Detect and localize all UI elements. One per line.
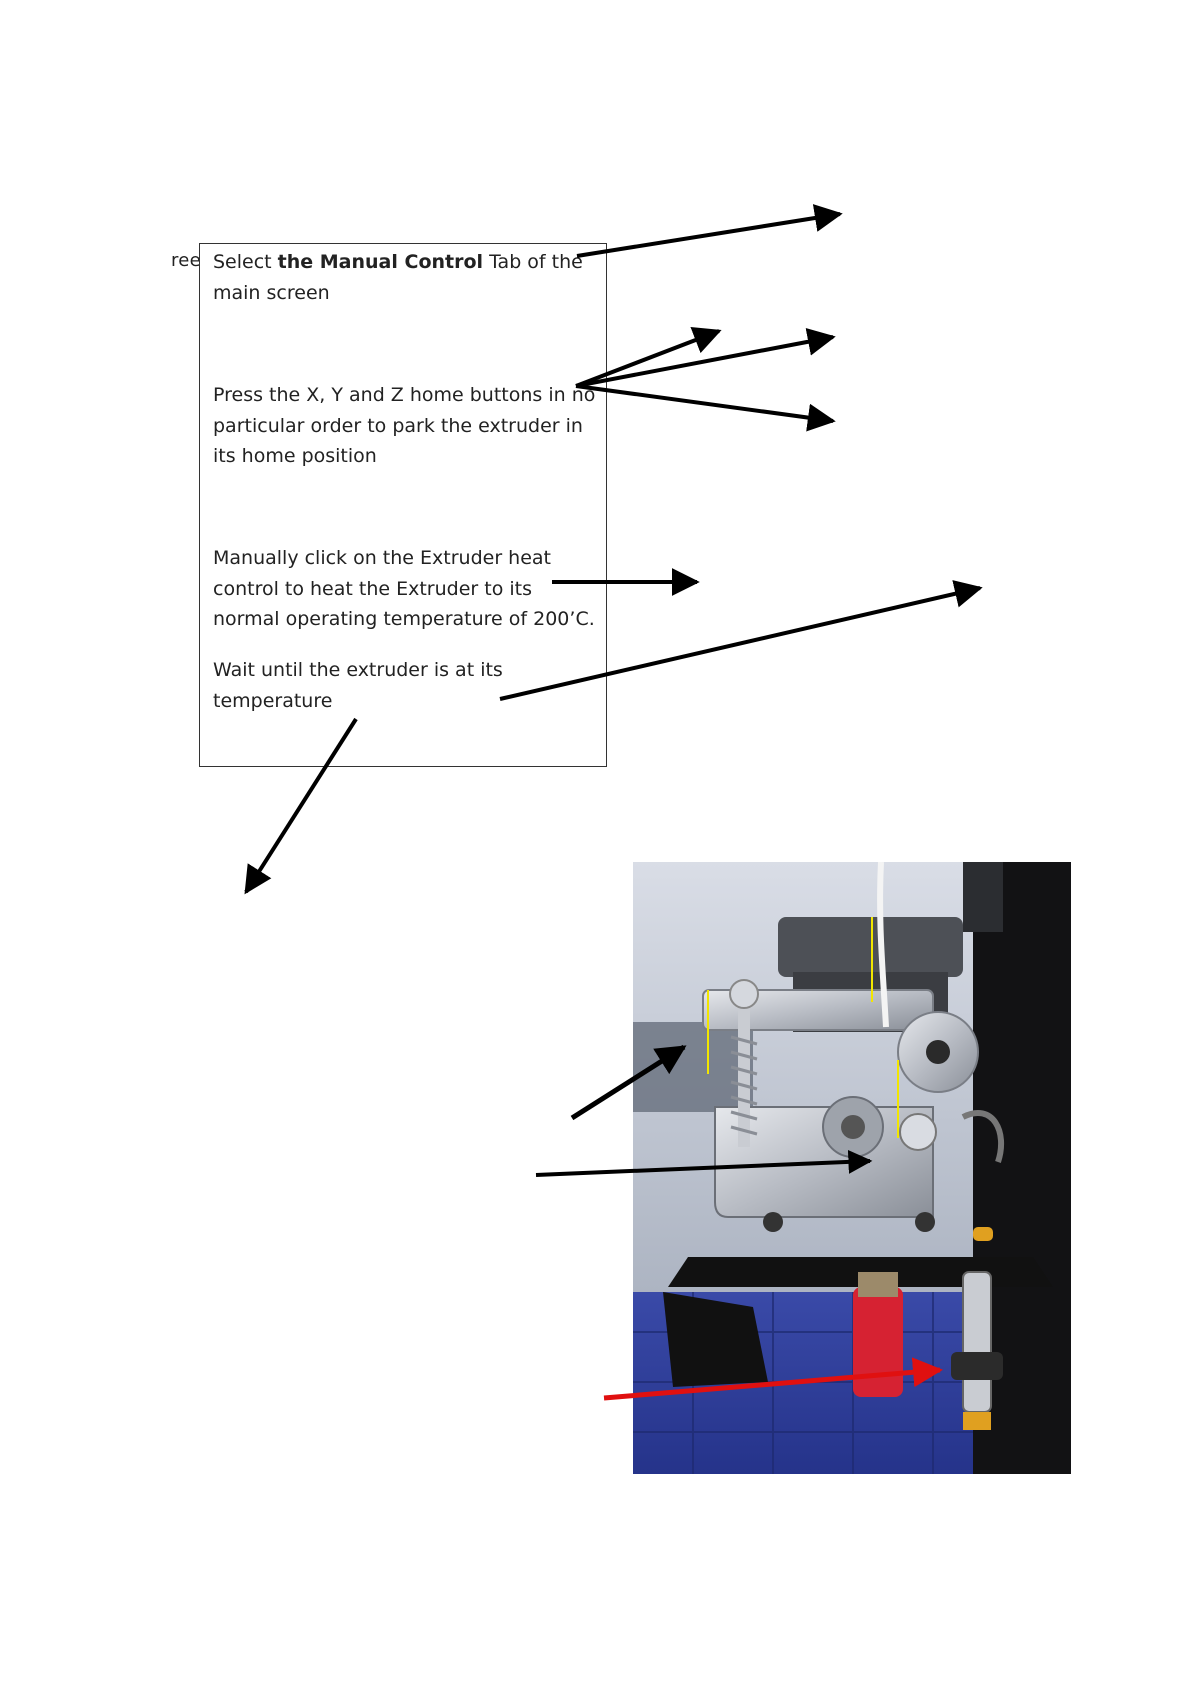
step-1-bold: the Manual Control bbox=[277, 251, 484, 273]
arrow-home-z bbox=[576, 386, 833, 421]
arrow-home-y bbox=[576, 337, 833, 386]
step-1-post: Tab of the main screen bbox=[213, 251, 583, 304]
extruder-photo-illustration bbox=[633, 862, 1071, 1474]
arrow-manual-control bbox=[577, 214, 840, 256]
step-wait-temperature: Wait until the extruder is at its temperature bbox=[213, 659, 503, 712]
extruder-photo bbox=[633, 862, 1071, 1474]
step-select-manual-control bbox=[213, 247, 603, 308]
step-press-home-buttons: Press the X, Y and Z home buttons in no particular order to park the extruder in its home position bbox=[213, 384, 596, 467]
step-1-pre: Select bbox=[213, 251, 278, 273]
stray-text: ree bbox=[171, 250, 202, 271]
step-heat-extruder: Manually click on the Extruder heat control to heat the Extruder to its normal operating temperature of 200’C. bbox=[213, 547, 595, 630]
